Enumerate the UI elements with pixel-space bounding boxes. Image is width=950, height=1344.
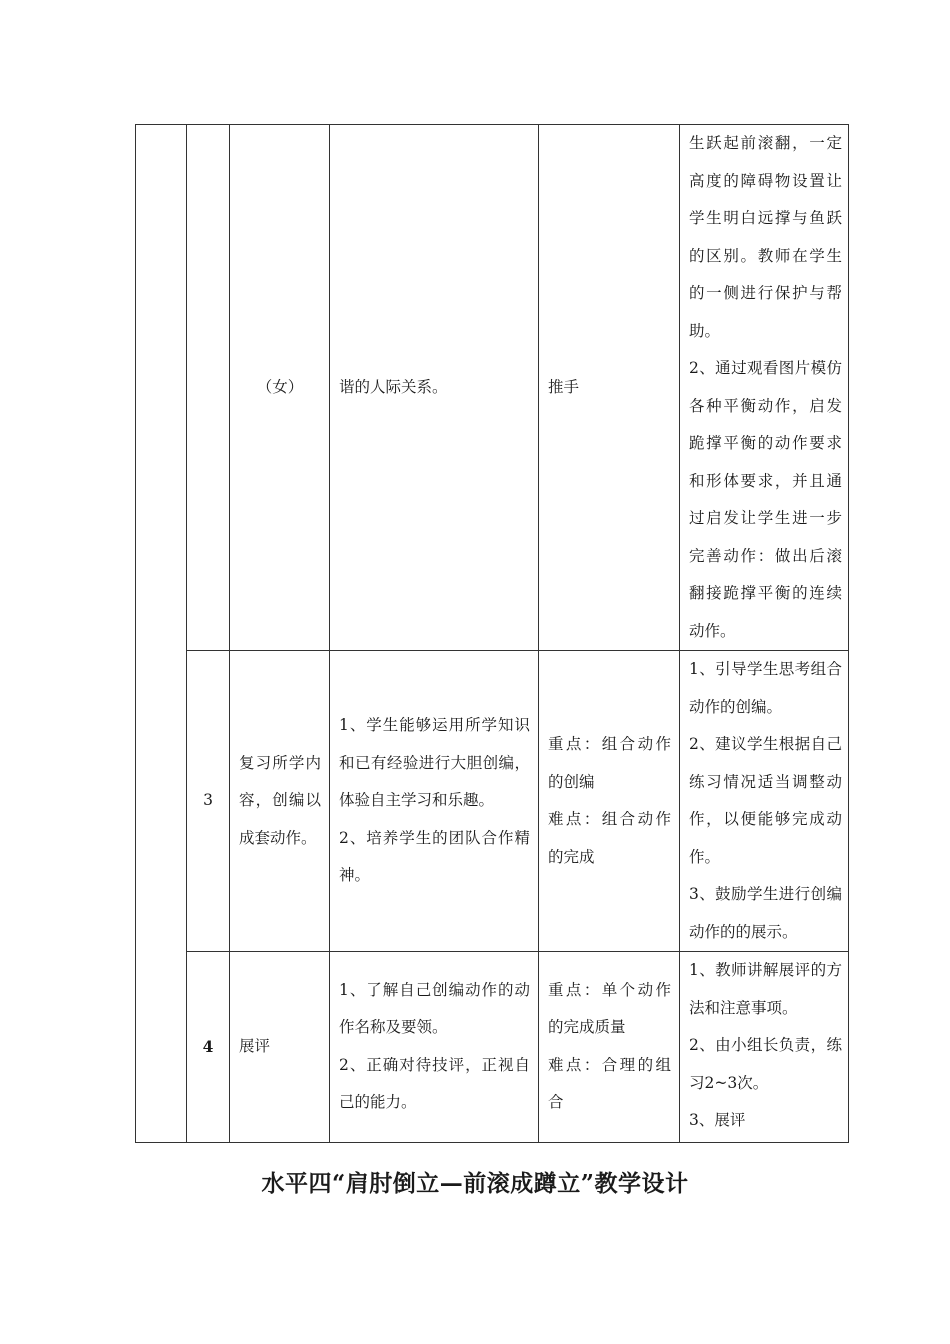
table-row: [136, 952, 849, 1143]
stage-cell: [136, 125, 187, 1143]
method-cell: [680, 651, 849, 952]
goal-cell: [330, 952, 539, 1143]
key-line: 重点：组合动作的创编: [548, 735, 671, 791]
goal-line: 2、正确对待技评，正视自己的能力。: [339, 1055, 530, 1112]
step-number-cell: 3: [187, 651, 230, 952]
key-point-cell: [539, 952, 680, 1143]
key-line: 难点：组合动作的完成: [548, 810, 671, 866]
key-line: 重点：单个动作的完成质量: [548, 980, 671, 1037]
key-point-cell: [539, 651, 680, 952]
content-cell: 展评: [230, 952, 330, 1143]
goal-cell: [330, 651, 539, 952]
method-line: 生跃起前滚翻，一定高度的障碍物设置让学生明白远撑与鱼跃的区别。教师在学生的一侧进行保护与帮助。: [689, 134, 842, 340]
method-line: 3、展评: [689, 1111, 746, 1129]
goal-line: 1、了解自己创编动作的动作名称及要领。: [339, 980, 530, 1037]
method-line: 1、教师讲解展评的方法和注意事项。: [689, 961, 842, 1017]
goal-line: 2、培养学生的团队合作精神。: [339, 828, 530, 885]
lesson-plan-table: [135, 124, 849, 1143]
step-number-cell: 4: [187, 952, 230, 1143]
content-cell: 复习所学内容，创编以成套动作。: [230, 651, 330, 952]
document-title: 水平四“肩肘倒立—前滚成蹲立”教学设计: [261, 1170, 689, 1197]
key-line: 难点：合理的组合: [548, 1055, 671, 1112]
method-cell: [680, 125, 849, 651]
step-number-cell: [187, 125, 230, 651]
key-point-cell: 推手: [539, 125, 680, 651]
content-cell: （女）: [230, 125, 330, 651]
method-cell: [680, 952, 849, 1143]
method-line: 2、通过观看图片模仿各种平衡动作，启发跪撑平衡的动作要求和形体要求，并且通过启发让学生进一步完善动作：做出后滚翻接跪撑平衡的连续动作。: [689, 359, 842, 640]
goal-cell: 谐的人际关系。: [330, 125, 539, 651]
table-row: [136, 125, 849, 651]
method-line: 3、鼓励学生进行创编动作的的展示。: [689, 885, 842, 941]
method-line: 2、建议学生根据自己练习情况适当调整动作，以便能够完成动作。: [689, 735, 842, 866]
table-row: [136, 651, 849, 952]
method-line: 1、引导学生思考组合动作的创编。: [689, 660, 842, 716]
method-line: 2、由小组长负责，练习2~3次。: [689, 1036, 842, 1092]
goal-line: 1、学生能够运用所学知识和已有经验进行大胆创编，体验自主学习和乐趣。: [339, 716, 530, 810]
